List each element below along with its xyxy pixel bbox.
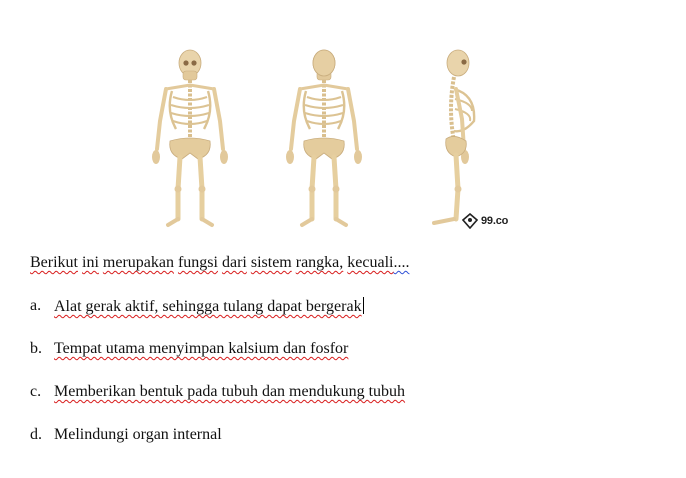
question-word: rangka, bbox=[295, 254, 344, 271]
question-word: kecuali bbox=[347, 254, 394, 271]
question-word: sistem bbox=[250, 254, 292, 271]
option-text: Memberikan bentuk pada tubuh dan mendukung tubuh bbox=[54, 383, 406, 400]
question-word: Berikut bbox=[30, 254, 78, 271]
skeleton-figure bbox=[138, 45, 538, 235]
text-cursor bbox=[363, 297, 364, 314]
skeleton-front bbox=[152, 50, 228, 225]
option-text: Melindungi organ internal bbox=[54, 426, 222, 443]
watermark bbox=[462, 212, 508, 230]
question-ellipsis: .... bbox=[393, 254, 410, 271]
option-text: Alat gerak aktif, sehingga tulang dapat bergerak bbox=[54, 298, 362, 315]
question-word: fungsi bbox=[177, 254, 218, 271]
skeleton-illustration bbox=[138, 45, 538, 235]
skeleton-back bbox=[286, 50, 362, 225]
location-pin-icon bbox=[462, 213, 478, 229]
question-word: ini bbox=[82, 254, 99, 271]
watermark-text: 99.co bbox=[481, 215, 509, 227]
question-text bbox=[30, 254, 409, 272]
option-letter: d. bbox=[30, 426, 42, 443]
question-word: dari bbox=[221, 254, 247, 271]
option-letter: a. bbox=[30, 297, 42, 314]
option-text: Tempat utama menyimpan kalsium dan fosfor bbox=[54, 340, 349, 357]
question-word: merupakan bbox=[102, 254, 174, 271]
option-letter: c. bbox=[30, 383, 42, 400]
option-letter: b. bbox=[30, 340, 42, 357]
skeleton-side bbox=[434, 50, 474, 223]
